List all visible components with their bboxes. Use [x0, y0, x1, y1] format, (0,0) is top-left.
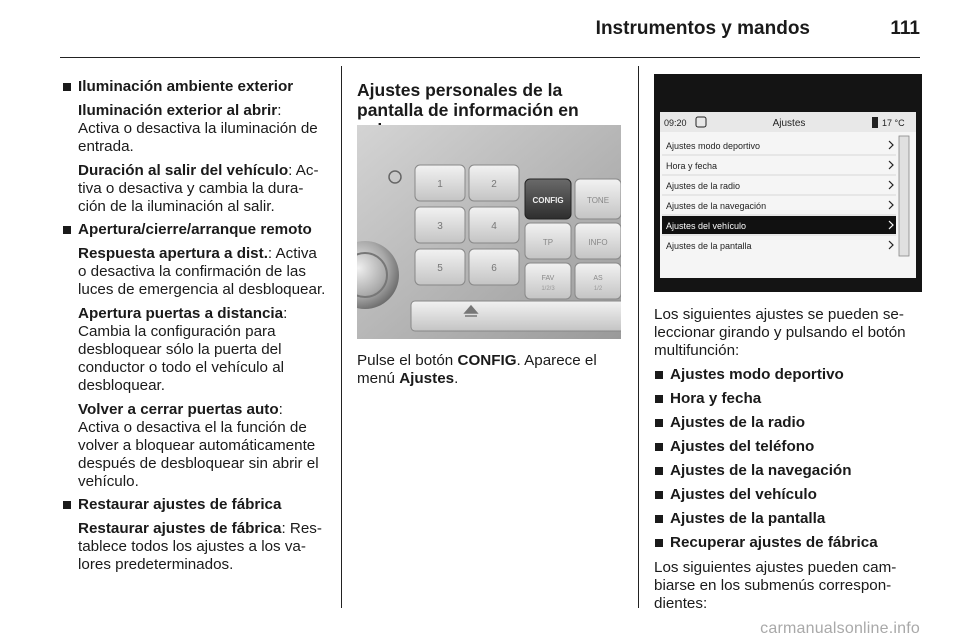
tp-button-label: TP — [542, 238, 554, 247]
console-photo — [357, 125, 621, 339]
instruction-text: Pulse el botón — [357, 352, 458, 369]
screen-time: 09:20 — [664, 118, 687, 128]
column-right — [654, 306, 922, 613]
tone-button-label: TONE — [586, 196, 610, 205]
as-button-sublabel: 1/2 — [593, 286, 603, 292]
setting-term: Apertura puertas a distancia — [78, 305, 284, 322]
column-divider-right — [638, 66, 639, 608]
settings-list-item: Ajustes de la pantalla — [654, 510, 922, 528]
setting-term: Volver a cerrar puertas auto — [78, 401, 279, 418]
screen-temperature: 17 °C — [882, 118, 905, 128]
settings-list-item: Ajustes de la navegación — [654, 462, 922, 480]
settings-list-item: Ajustes del vehículo — [654, 486, 922, 504]
menu-row-label: Ajustes del vehículo — [666, 221, 747, 231]
preset-label: 2 — [491, 179, 497, 190]
preset-label: 3 — [437, 221, 443, 232]
setting-desc: : Restablece todos los ajustes a los valores predeterminados. — [78, 520, 322, 573]
settings-list-item: Ajustes modo deportivo — [654, 366, 922, 384]
setting-desc: : Activa o desactiva la confirmación de las luces de emergencia al desbloquear. — [78, 245, 326, 298]
setting-exit-lighting-duration — [62, 162, 326, 216]
settings-list-item: Ajustes del teléfono — [654, 438, 922, 456]
config-instruction — [357, 352, 625, 388]
setting-remote-door-unlock — [62, 305, 326, 395]
instruction-text: . Aparece el menú — [357, 352, 597, 387]
setting-remote-unlock-feedback — [62, 245, 326, 299]
setting-desc: : Activa o desactiva la iluminación de entrada. — [78, 102, 318, 155]
column-divider-left — [341, 66, 342, 608]
preset-label: 5 — [437, 263, 443, 274]
settings-screen-photo — [654, 74, 922, 292]
setting-factory-reset — [62, 520, 326, 574]
settings-list-item: Recuperar ajustes de fábrica — [654, 534, 922, 552]
settings-list-item: Ajustes de la radio — [654, 414, 922, 432]
bullet-exterior-lighting: Iluminación ambiente exterior — [62, 78, 326, 96]
instruction-text: . — [454, 370, 459, 387]
section-title: Ajustes personales de la pantalla de información en — [357, 80, 579, 120]
column-left — [62, 78, 326, 574]
bullet-factory-reset: Restaurar ajustes de fábrica — [62, 496, 326, 514]
setting-auto-relock — [62, 401, 326, 491]
screen-title: Ajustes — [772, 118, 806, 129]
menu-row-label: Ajustes de la navegación — [666, 201, 767, 211]
menu-row-label: Ajustes de la radio — [666, 181, 741, 191]
menu-row-label: Ajustes modo deportivo — [666, 141, 761, 151]
eject-bar — [411, 301, 621, 331]
setting-desc: : Activa o desactiva el la función de volver a bloquear automáticamente después de desbloquear sin abrir el vehículo. — [78, 401, 319, 490]
watermark: carmanualsonline.info — [760, 620, 920, 637]
preset-label: 4 — [491, 221, 497, 232]
setting-term: Iluminación exterior al abrir — [78, 102, 278, 119]
menu-list — [662, 136, 896, 254]
page-number: 111 — [890, 18, 920, 39]
info-button-label: INFO — [588, 238, 608, 247]
setting-desc: : Activa o desactiva y cambia la duración de la iluminación al salir. — [78, 162, 319, 215]
setting-term: Respuesta apertura a dist. — [78, 245, 268, 262]
thermometer-icon — [872, 117, 878, 128]
config-button-label: CONFIG — [532, 196, 564, 205]
settings-list — [654, 366, 922, 552]
setting-term: Duración al salir del vehículo — [78, 162, 289, 179]
header-rule — [60, 57, 920, 58]
preset-label: 6 — [491, 263, 497, 274]
fav-button-sublabel: 1/2/3 — [541, 286, 555, 292]
setting-term: Restaurar ajustes de fábrica — [78, 520, 282, 537]
preset-label: 1 — [437, 179, 443, 190]
scrollbar — [899, 136, 909, 256]
settings-menu-ref: Ajustes — [399, 370, 455, 387]
page-header-title: Instrumentos y mandos — [595, 18, 810, 39]
settings-list-item: Hora y fecha — [654, 390, 922, 408]
setting-desc: : Cambia la configuración para desbloquear sólo la puerta del conductor o todo el vehículo al desbloquear. — [78, 305, 288, 394]
settings-intro: Los siguientes ajustes se pueden seleccionar girando y pulsando el botón multifunción: — [654, 306, 906, 359]
setting-exterior-lighting-unlock — [62, 102, 326, 156]
config-button-ref: CONFIG — [457, 352, 517, 369]
settings-outro: Los siguientes ajustes pueden cambiarse en los submenús correspondientes: — [654, 559, 897, 612]
fav-button-label: FAV — [541, 275, 555, 282]
as-button-label: AS — [593, 275, 603, 282]
menu-row-label: Hora y fecha — [666, 161, 718, 171]
bullet-remote-lock: Apertura/cierre/arranque remoto — [62, 221, 326, 239]
menu-row-label: Ajustes de la pantalla — [666, 241, 752, 251]
